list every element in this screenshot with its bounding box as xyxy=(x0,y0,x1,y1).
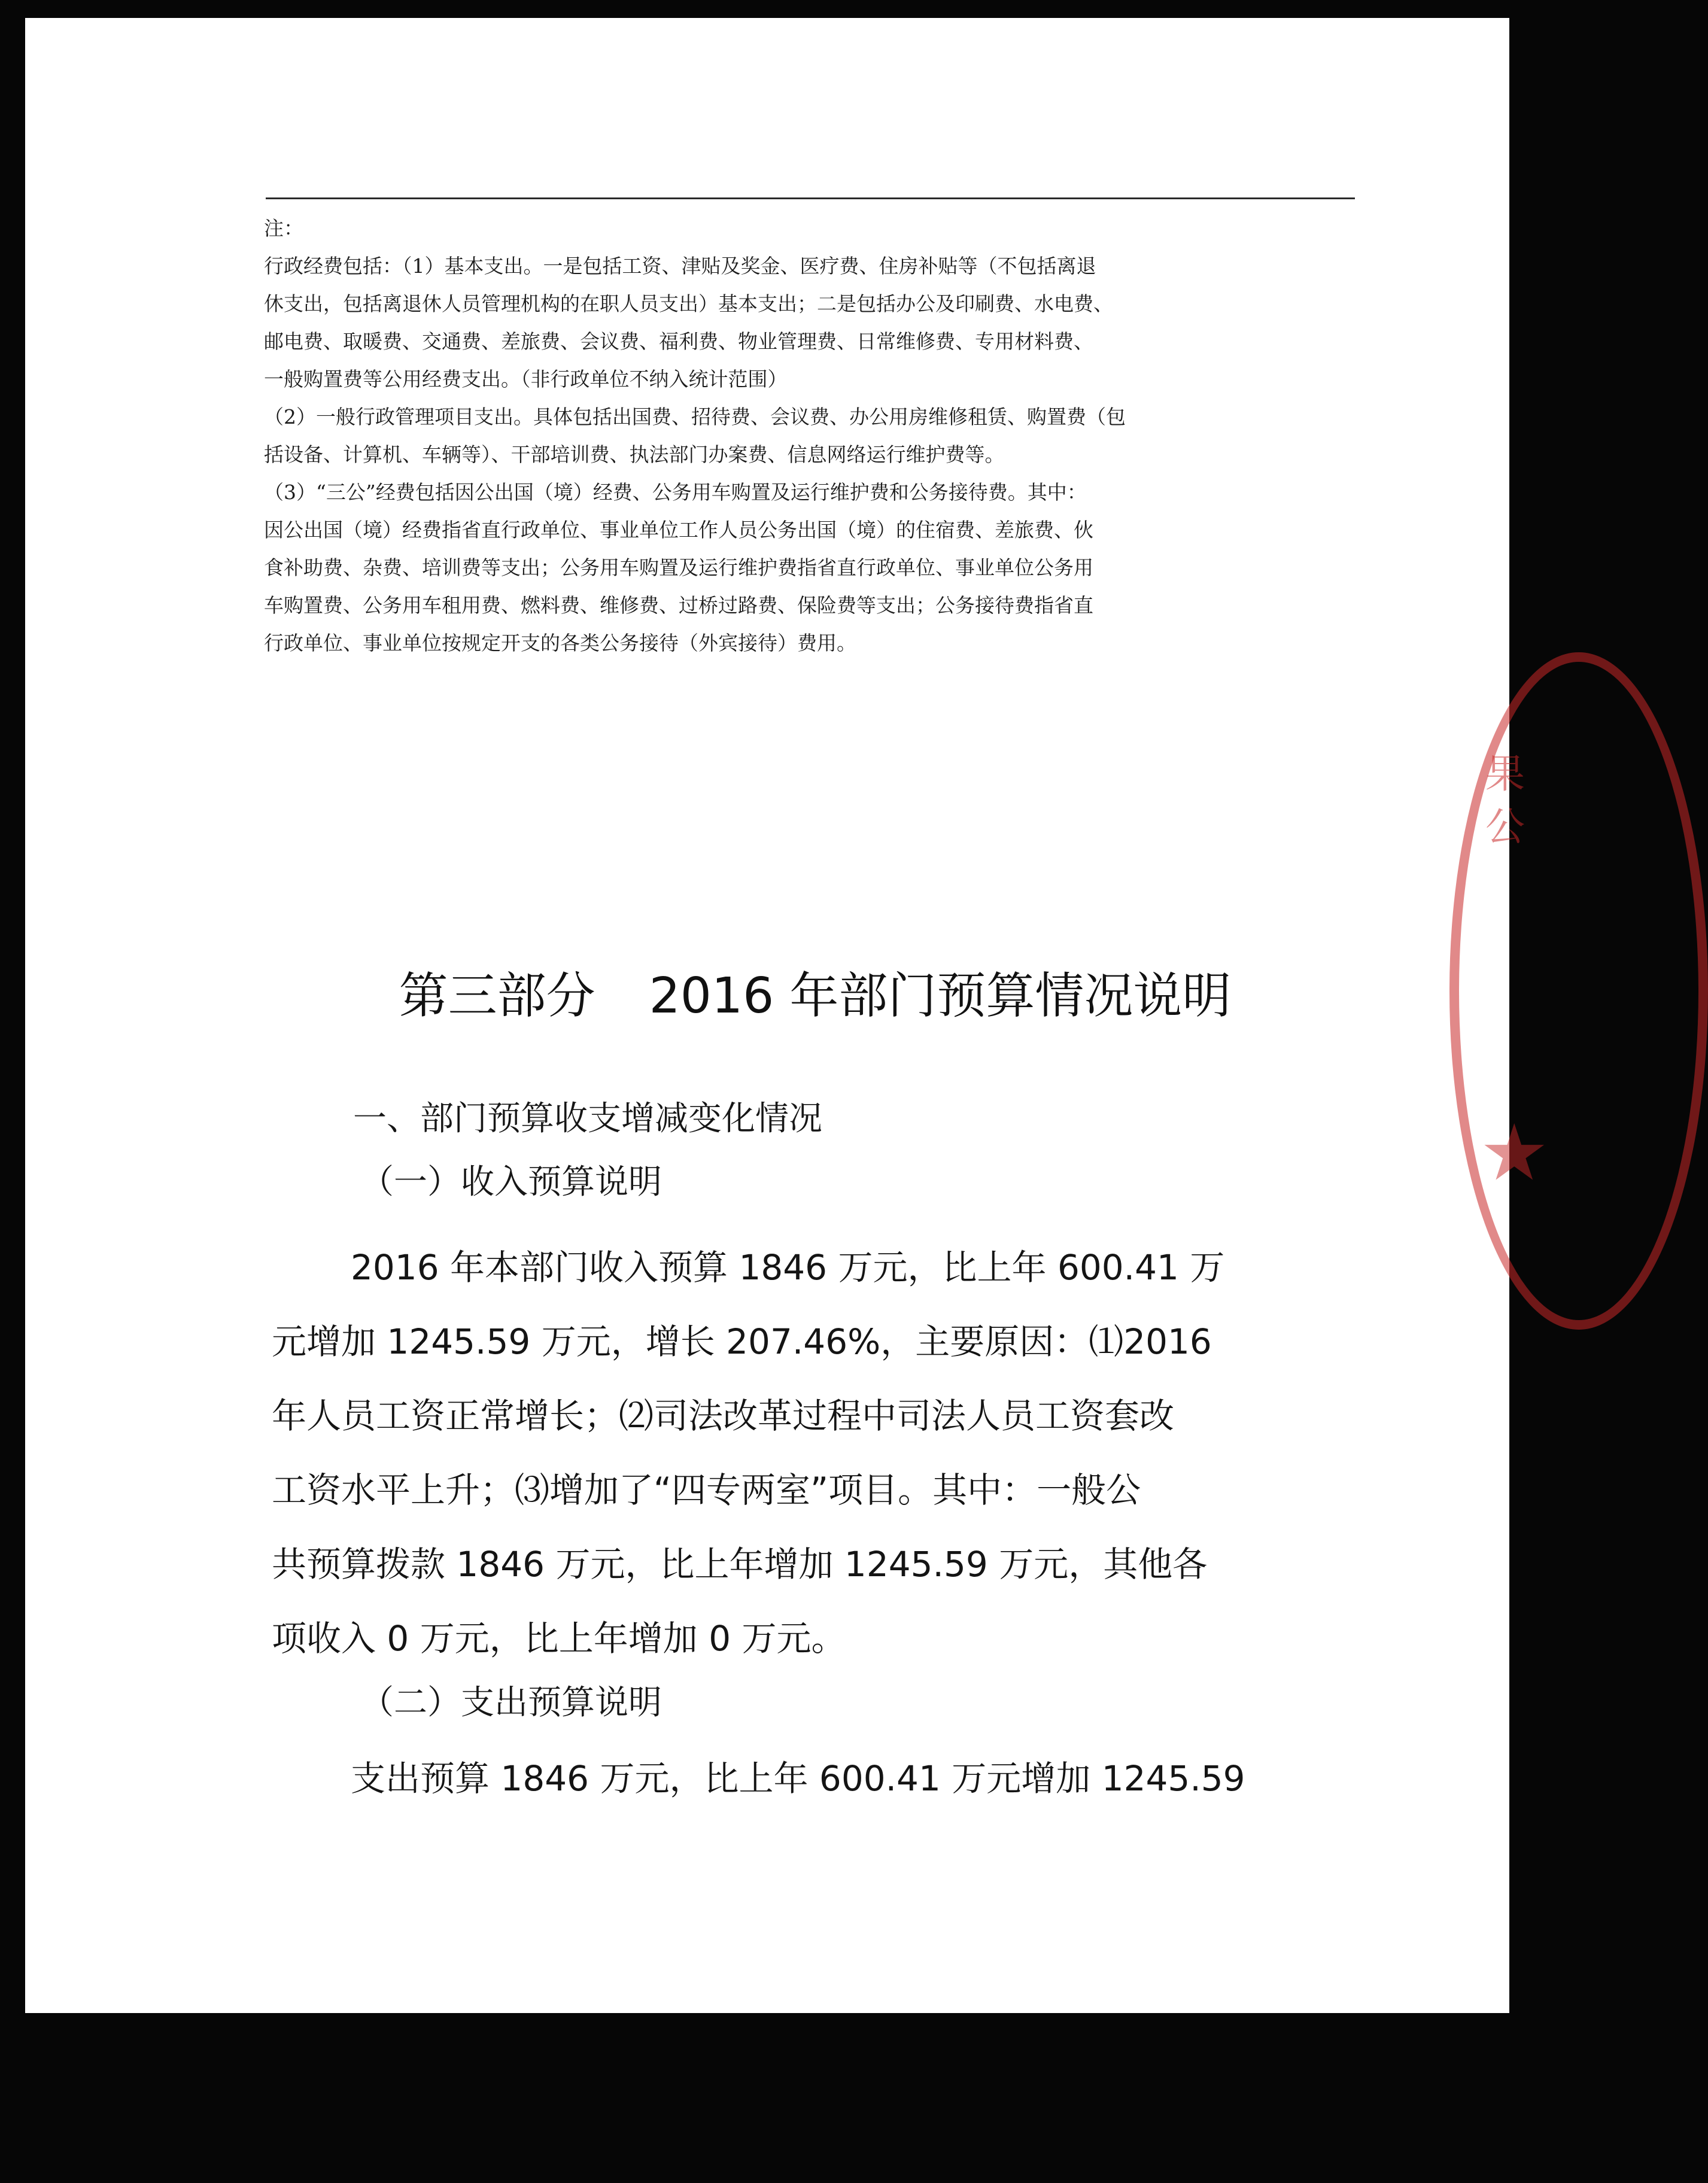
paragraph-line: 共预算拨款 1846 万元，比上年增加 1245.59 万元，其他各 xyxy=(272,1544,1208,1585)
notes-line: 行政单位、事业单位按规定开支的各类公务接待（外宾接待）费用。 xyxy=(264,631,856,655)
paragraph-line: 2016 年本部门收入预算 1846 万元，比上年 600.41 万 xyxy=(351,1247,1225,1288)
page-title xyxy=(265,963,1366,1029)
notes-heading: 注： xyxy=(264,217,303,240)
notes-line: 车购置费、公务用车租用费、燃料费、维修费、过桥过路费、保险费等支出；公务接待费指省直 xyxy=(264,594,1093,617)
notes-line: （2）一般行政管理项目支出。具体包括出国费、招待费、会议费、办公用房维修租赁、购置费（包 xyxy=(264,405,1126,428)
document-page xyxy=(25,18,1549,2013)
subsection-heading-income: （一）收入预算说明 xyxy=(360,1163,662,1202)
notes-line: 休支出，包括离退休人员管理机构的在职人员支出）基本支出；二是包括办公及印刷费、水电费、 xyxy=(264,292,1113,315)
notes-block xyxy=(264,209,1359,662)
title-text: 2016 年部门预算情况说明 xyxy=(649,968,1232,1024)
seal-star-icon: ★ xyxy=(1479,1107,1549,1198)
section-heading: 一、部门预算收支增减变化情况 xyxy=(353,1099,822,1138)
title-part: 第三部分 xyxy=(399,968,595,1024)
paragraph-line: 项收入 0 万元，比上年增加 0 万元。 xyxy=(272,1618,846,1659)
notes-line: 行政经费包括：（1）基本支出。一是包括工资、津贴及奖金、医疗费、住房补贴等（不包括离退 xyxy=(264,254,1096,278)
notes-line: 食补助费、杂费、培训费等支出；公务用车购置及运行维护费指省直行政单位、事业单位公务用 xyxy=(264,556,1093,579)
seal-lettering: 果公 xyxy=(1485,751,1525,850)
paragraph-line: 支出预算 1846 万元，比上年 600.41 万元增加 1245.59 xyxy=(351,1758,1245,1799)
expense-paragraph xyxy=(272,1741,1313,1816)
notes-line: 一般购置费等公用经费支出。（非行政单位不纳入统计范围） xyxy=(264,367,788,391)
subsection-heading-expense: （二）支出预算说明 xyxy=(360,1683,662,1722)
paragraph-line: 工资水平上升；⑶增加了“四专两室”项目。其中：一般公 xyxy=(272,1470,1141,1510)
paragraph-line: 元增加 1245.59 万元，增长 207.46%，主要原因：⑴2016 xyxy=(272,1321,1212,1362)
notes-line: （3）“三公”经费包括因公出国（境）经费、公务用车购置及运行维护费和公务接待费。其中： xyxy=(264,481,1087,504)
top-rule xyxy=(266,197,1355,199)
notes-line: 括设备、计算机、车辆等）、干部培训费、执法部门办案费、信息网络运行维护费等。 xyxy=(264,443,1005,466)
paragraph-line: 年人员工资正常增长；⑵司法改革过程中司法人员工资套改 xyxy=(272,1395,1175,1436)
notes-line: 因公出国（境）经费指省直行政单位、事业单位工作人员公务出国（境）的住宿费、差旅费、伙 xyxy=(264,518,1093,542)
notes-line: 邮电费、取暖费、交通费、差旅费、会议费、福利费、物业管理费、日常维修费、专用材料费、 xyxy=(264,330,1093,353)
income-paragraph xyxy=(272,1230,1313,1676)
